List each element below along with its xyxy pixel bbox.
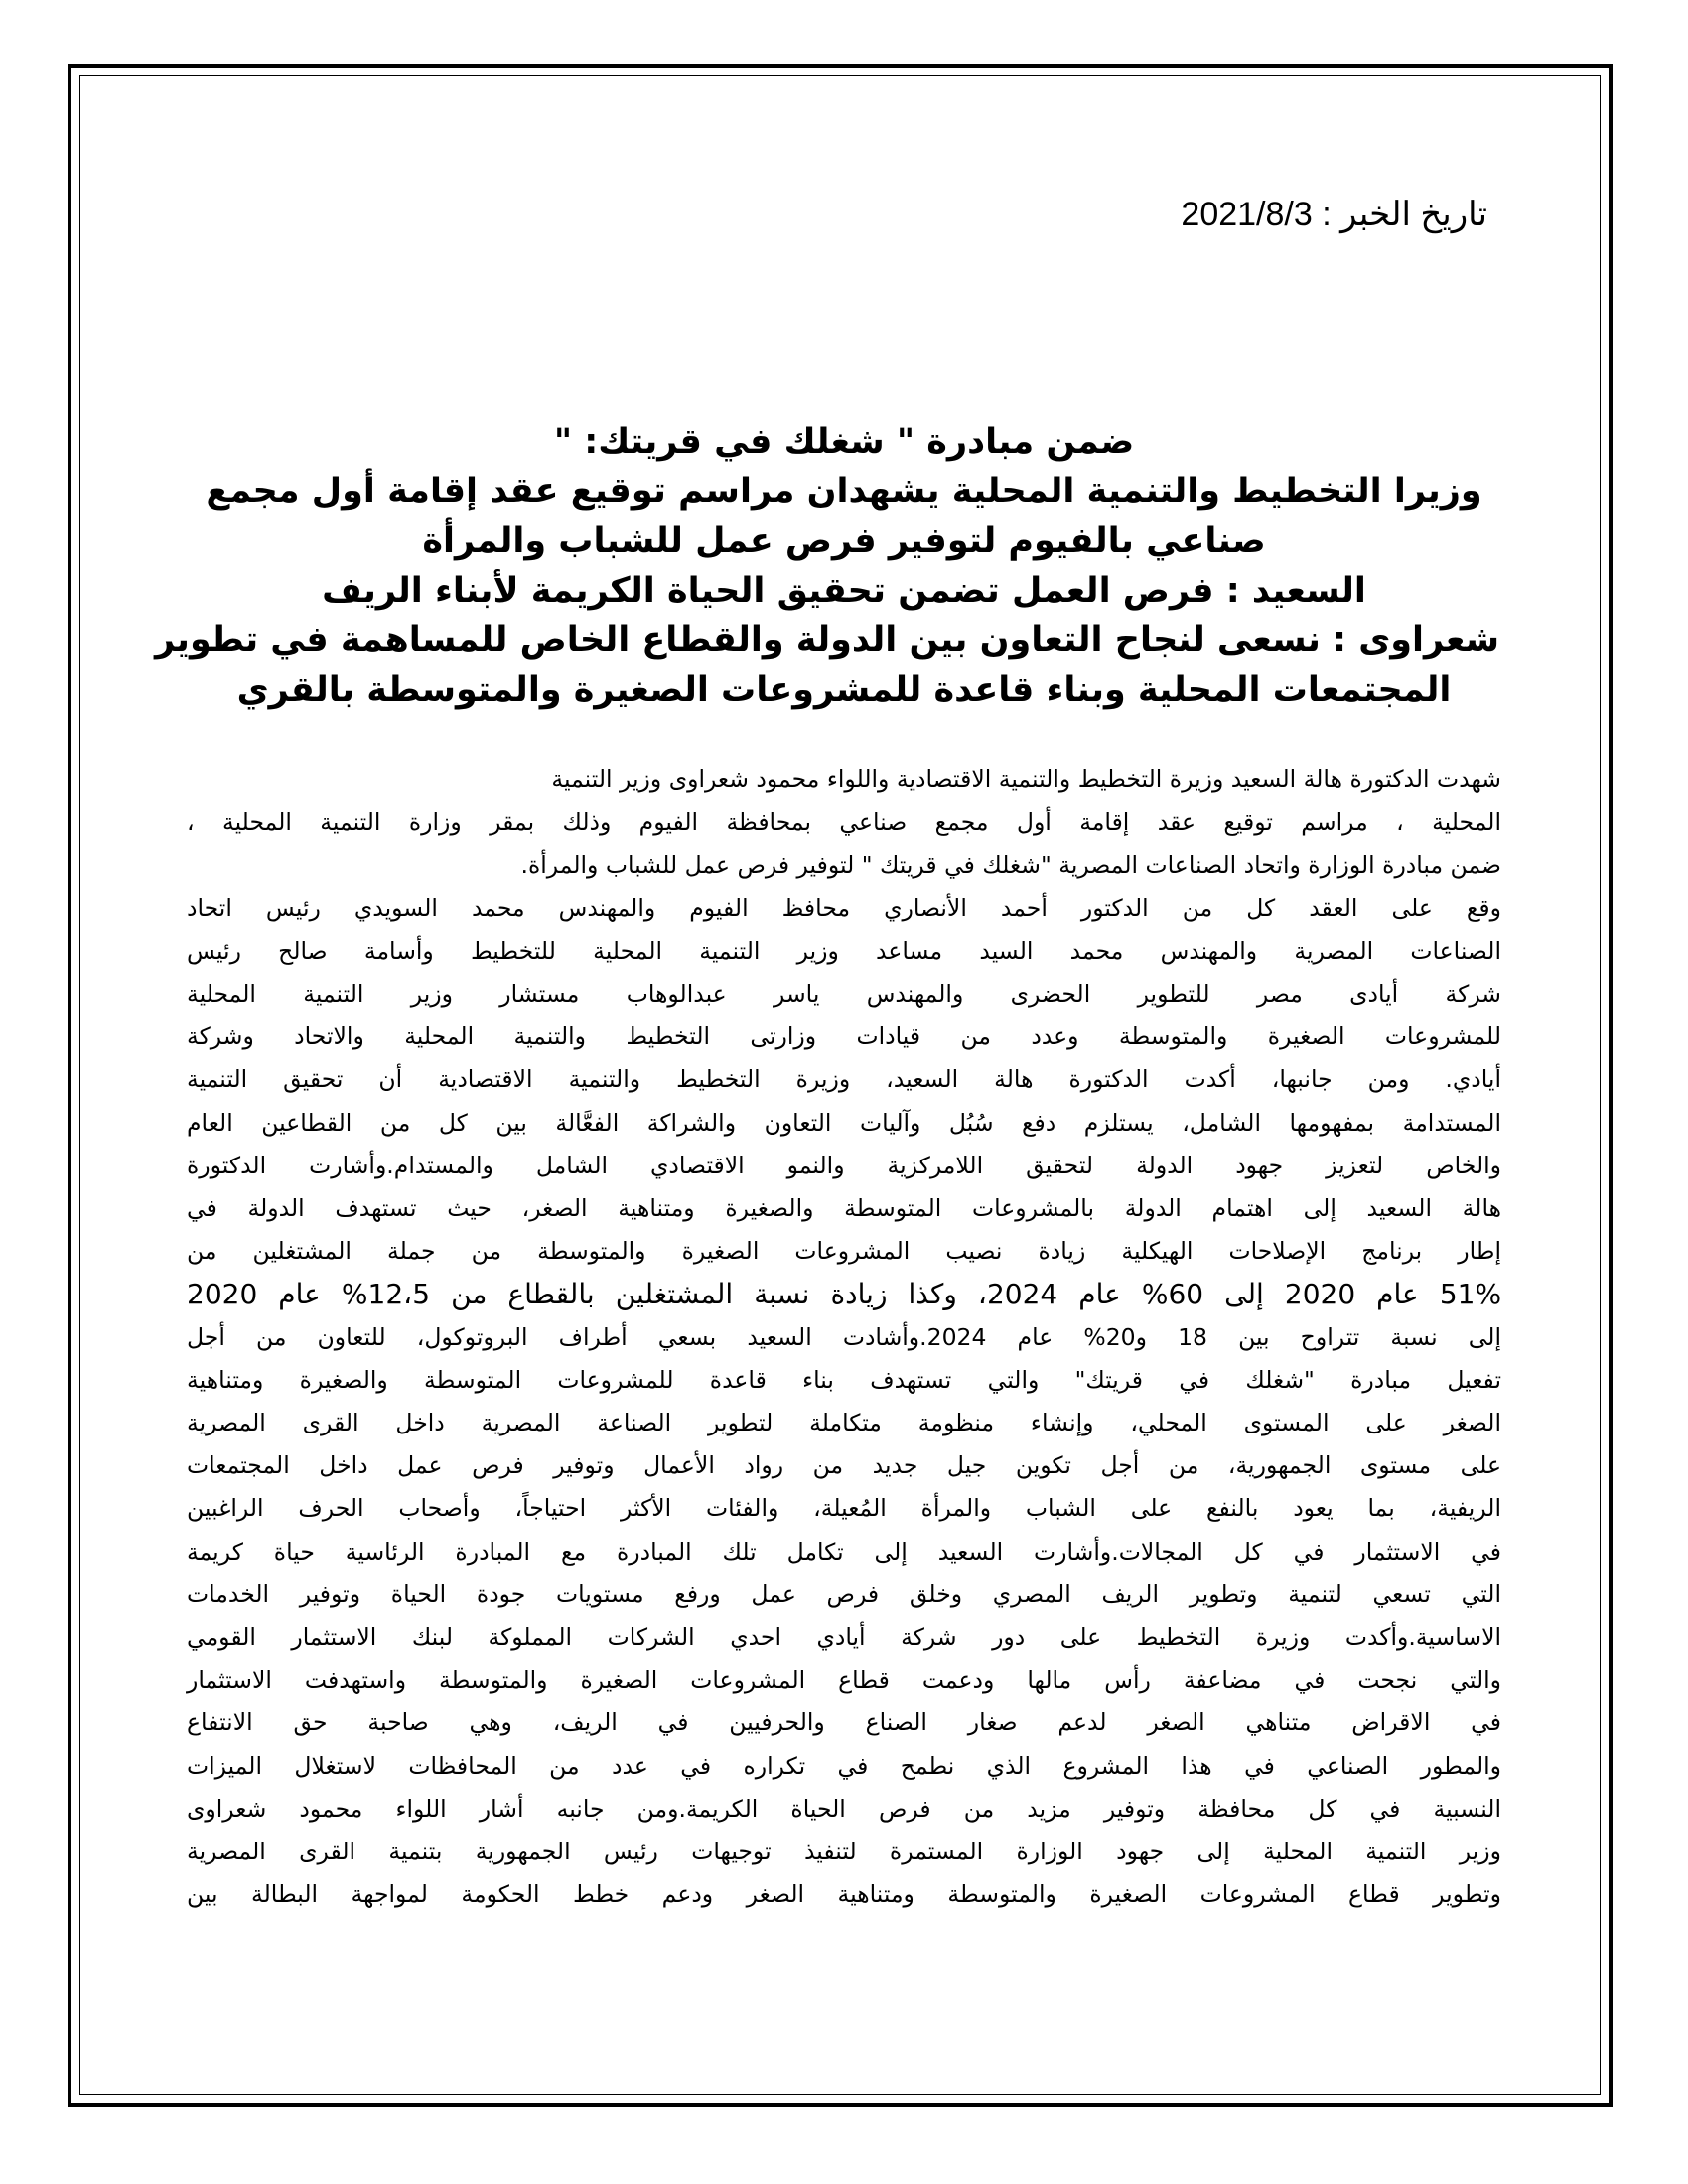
headline-line: المجتمعات المحلية وبناء قاعدة للمشروعات الصغيرة والمتوسطة بالقري (236, 670, 1452, 710)
headline-line: وزيرا التخطيط والتنمية المحلية يشهدان مراسم توقيع عقد إقامة أول مجمع (206, 472, 1482, 511)
body-line: الصناعات المصرية والمهندس محمد السيد مساعد وزير التنمية المحلية للتخطيط وأسامة صالح رئيس (187, 936, 1501, 965)
body-line: للمشروعات الصغيرة والمتوسطة وعدد من قيادات وزارتى التخطيط والتنمية المحلية والاتحاد وشركة (187, 1023, 1501, 1051)
body-line: 51% عام 2020 إلى 60% عام 2024، وكذا زيادة نسبة المشتغلين بالقطاع من 12،5% عام 2020 (187, 1278, 1502, 1311)
body-line: على مستوى الجمهورية، من أجل تكوين جيل جديد من رواد الأعمال وتوفير فرص عمل داخل المجتمعات (187, 1451, 1501, 1480)
body-line: والتي نجحت في مضاعفة رأس مالها ودعمت قطاع المشروعات الصغيرة والمتوسطة واستهدفت الاستثمار (187, 1666, 1501, 1695)
body-line: وزير التنمية المحلية إلى جهود الوزارة المستمرة لتنفيذ توجيهات رئيس الجمهورية بتنمية القرى المصرية (187, 1838, 1501, 1866)
body-line: والمطور الصناعي في هذا المشروع الذي نطمح في تكراره في عدد من المحافظات لاستغلال الميزات (187, 1751, 1501, 1780)
body-line: إطار برنامج الإصلاحات الهيكلية زيادة نصيب المشروعات الصغيرة والمتوسطة من جملة المشتغلين من (187, 1237, 1501, 1266)
headline-line: السعيد : فرص العمل تضمن تحقيق الحياة الكريمة لأبناء الريف (322, 571, 1366, 611)
body-line: في الاقراض متناهي الصغر لدعم صغار الصناع والحرفيين في الريف، وهي صاحبة حق الانتفاع (187, 1708, 1501, 1737)
body-line: المحلية ، مراسم توقيع عقد إقامة أول مجمع صناعي بمحافظة الفيوم وذلك بمقر وزارة التنمية المحلية ، (187, 808, 1501, 837)
body-line: تفعيل مبادرة "شغلك في قريتك" والتي تستهدف بناء قاعدة للمشروعات المتوسطة والصغيرة ومتناهية (187, 1365, 1501, 1394)
news-date: تاريخ الخبر : 2021/8/3 (1181, 196, 1487, 233)
body-line: هالة السعيد إلى اهتمام الدولة بالمشروعات المتوسطة والصغيرة ومتناهية الصغر، حيث تستهدف الدولة في (187, 1194, 1501, 1223)
article-body (187, 758, 1501, 1916)
headline-line: شعراوى : نسعى لنجاح التعاون بين الدولة والقطاع الخاص للمساهمة في تطوير (155, 620, 1499, 660)
body-line: الاساسية.وأكدت وزيرة التخطيط على دور شركة أيادي احدي الشركات المملوكة لبنك الاستثمار القومي (187, 1623, 1501, 1652)
body-line: والخاص لتعزيز جهود الدولة لتحقيق اللامركزية والنمو الاقتصادي الشامل والمستدام.وأشارت الدكتورة (187, 1151, 1501, 1179)
body-line: المستدامة بمفهومها الشامل، يستلزم دفع سُبُل وآليات التعاون والشراكة الفعَّالة بين كل من القطاعين العام (187, 1108, 1501, 1137)
body-line: النسبية في كل محافظة وتوفير مزيد من فرص الحياة الكريمة.ومن جانبه أشار اللواء محمود شعراوى (187, 1794, 1501, 1823)
body-line: في الاستثمار في كل المجالات.وأشارت السعيد إلى تكامل تلك المبادرة مع المبادرة الرئاسية حياة كريمة (187, 1537, 1501, 1566)
body-line: أيادي. ومن جانبها، أكدت الدكتورة هالة السعيد، وزيرة التخطيط والتنمية الاقتصادية أن تحقيق التنمية (187, 1065, 1501, 1094)
headline-line: صناعي بالفيوم لتوفير فرص عمل للشباب والمرأة (422, 521, 1266, 561)
body-line: شهدت الدكتورة هالة السعيد وزيرة التخطيط والتنمية الاقتصادية واللواء محمود شعراوى وزير التنمية (551, 765, 1501, 793)
headline-line: ضمن مبادرة " شغلك في قريتك: " (553, 422, 1135, 462)
body-line: ضمن مبادرة الوزارة واتحاد الصناعات المصرية "شغلك في قريتك " لتوفير فرص عمل للشباب والمرأة. (520, 851, 1501, 880)
body-line: الريفية، بما يعود بالنفع على الشباب والمرأة المُعيلة، والفئات الأكثر احتياجاً، وأصحاب الحرف الراغبين (187, 1494, 1501, 1523)
body-line: شركة أيادى مصر للتطوير الحضرى والمهندس ياسر عبدالوهاب مستشار وزير التنمية المحلية (187, 980, 1501, 1009)
body-line: وقع على العقد كل من الدكتور أحمد الأنصاري محافظ الفيوم والمهندس محمد السويدي رئيس اتحاد (187, 893, 1501, 922)
body-line: وتطوير قطاع المشروعات الصغيرة والمتوسطة ومتناهية الصغر ودعم خطط الحكومة لمواجهة البطالة بين (187, 1880, 1501, 1909)
body-line: التي تسعي لتنمية وتطوير الريف المصري وخلق فرص عمل ورفع مستويات جودة الحياة وتوفير الخدمات (187, 1579, 1501, 1608)
body-line: إلى نسبة تتراوح بين 18 و20% عام 2024.وأشادت السعيد بسعي أطراف البروتوكول، للتعاون من أجل (187, 1322, 1501, 1351)
body-line: الصغر على المستوى المحلي، وإنشاء منظومة متكاملة لتطوير الصناعة المصرية داخل القرى المصرية (187, 1409, 1501, 1437)
headline (155, 417, 1499, 715)
